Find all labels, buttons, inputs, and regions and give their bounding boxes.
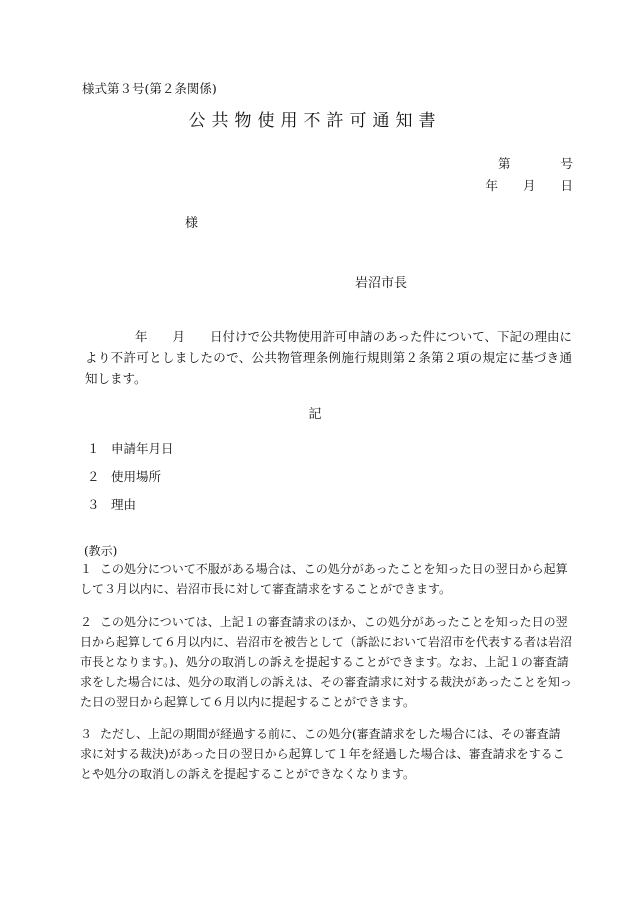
- notice-number: ３: [80, 727, 93, 741]
- list-item-reason: [87, 495, 136, 513]
- item-number: １: [87, 441, 100, 456]
- addressee: 様: [185, 216, 199, 231]
- document-number: 第 号: [497, 156, 573, 171]
- notice-item: [80, 612, 572, 712]
- notice-text: この処分について不服がある場合は、この処分があったことを知った日の翌日から起算して３月以内に、岩沼市長に対して審査請求をすることができます。: [80, 562, 568, 596]
- sender: 岩沼市長: [355, 276, 408, 291]
- list-item-location: [87, 467, 161, 485]
- item-label: 理由: [111, 497, 137, 512]
- body-text: 年 月 日付けで公共物使用許可申請のあった件について、下記の理由により不許可としましたので、公共物管理条例施行規則第２条第２項の規定に基づき通知します。: [85, 329, 572, 386]
- page-title: 公共物使用不許可通知書: [188, 111, 442, 131]
- item-number: ３: [87, 497, 100, 512]
- list-item-application-date: [87, 439, 174, 457]
- item-label: 申請年月日: [111, 441, 174, 456]
- notice-label: (教示): [84, 544, 118, 558]
- notice-number: ２: [80, 615, 93, 629]
- notice-text: この処分については、上記１の審査請求のほか、この処分があったことを知った日の翌日から起算して６月以内に、岩沼市を被告として（訴訟において岩沼市を代表する者は岩沼市長となります。)、処分の取消しの訴えを提起することができます。なお、上記１の審査請求をした場合には、処分の取消しの訴えは、その審査請求に対する裁決があったことを知った日の翌日から起算して６月以内に提起することができます。: [80, 615, 573, 709]
- item-number: ２: [87, 469, 100, 484]
- notice-number: １: [80, 562, 93, 576]
- notice-item: [80, 559, 572, 599]
- form-number: 様式第３号(第２条関係): [82, 81, 217, 96]
- item-label: 使用場所: [111, 469, 162, 484]
- notice-item: [80, 724, 572, 784]
- ki-heading: 記: [308, 407, 322, 422]
- notice-text: ただし、上記の期間が経過する前に、この処分(審査請求をした場合には、その審査請求に対する裁決)があった日の翌日から起算して１年を経過した場合は、審査請求をすることや処分の取消しの訴えを提起することができなくなります。: [80, 727, 565, 781]
- issue-date: 年 月 日: [485, 178, 573, 193]
